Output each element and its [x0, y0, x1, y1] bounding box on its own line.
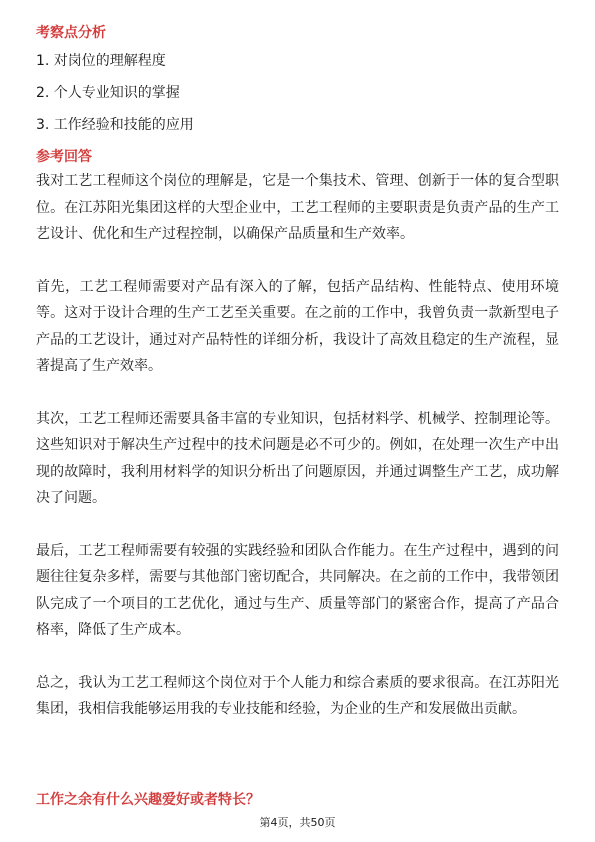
- answer-paragraph-4: 最后，工艺工程师需要有较强的实践经验和团队合作能力。在生产过程中，遇到的问题往往复杂多样，需要与其他部门密切配合，共同解决。在之前的工作中，我带领团队完成了一个项目的工艺优化，通过与生产、质量等部门的紧密合作，提高了产品合格率，降低了生产成本。: [36, 542, 559, 638]
- analysis-item-1: 1. 对岗位的理解程度: [36, 53, 166, 69]
- answer-paragraph-1: 我对工艺工程师这个岗位的理解是，它是一个集技术、管理、创新于一体的复合型职位。在江苏阳光集团这样的大型企业中，工艺工程师的主要职责是负责产品的生产工艺设计、优化和生产过程控制，以确保产品质量和生产效率。: [36, 173, 559, 242]
- analysis-item-3: 3. 工作经验和技能的应用: [36, 117, 194, 133]
- answer-heading: 参考回答: [36, 149, 92, 165]
- next-question-heading: 工作之余有什么兴趣爱好或者特长？: [36, 792, 260, 808]
- analysis-list: [36, 50, 559, 136]
- answer-body: [36, 168, 559, 723]
- answer-paragraph-2: 首先，工艺工程师需要对产品有深入的了解，包括产品结构、性能特点、使用环境等。这对于设计合理的生产工艺至关重要。在之前的工作中，我曾负责一款新型电子产品的工艺设计，通过对产品特性的详细分析，我设计了高效且稳定的生产流程，显著提高了生产效率。: [36, 278, 559, 374]
- analysis-heading: 考察点分析: [36, 25, 106, 41]
- answer-paragraph-5: 总之，我认为工艺工程师这个岗位对于个人能力和综合素质的要求很高。在江苏阳光集团，我相信我能够运用我的专业技能和经验，为企业的生产和发展做出贡献。: [36, 674, 559, 717]
- analysis-item-2: 2. 个人专业知识的掌握: [36, 85, 180, 101]
- document-page: [36, 22, 559, 749]
- page-footer: 第4页，共50页: [259, 816, 336, 829]
- answer-paragraph-3: 其次，工艺工程师还需要具备丰富的专业知识，包括材料学、机械学、控制理论等。这些知识对于解决生产过程中的技术问题是必不可少的。例如，在处理一次生产中出现的故障时，我利用材料学的知识分析出了问题原因，并通过调整生产工艺，成功解决了问题。: [36, 410, 559, 506]
